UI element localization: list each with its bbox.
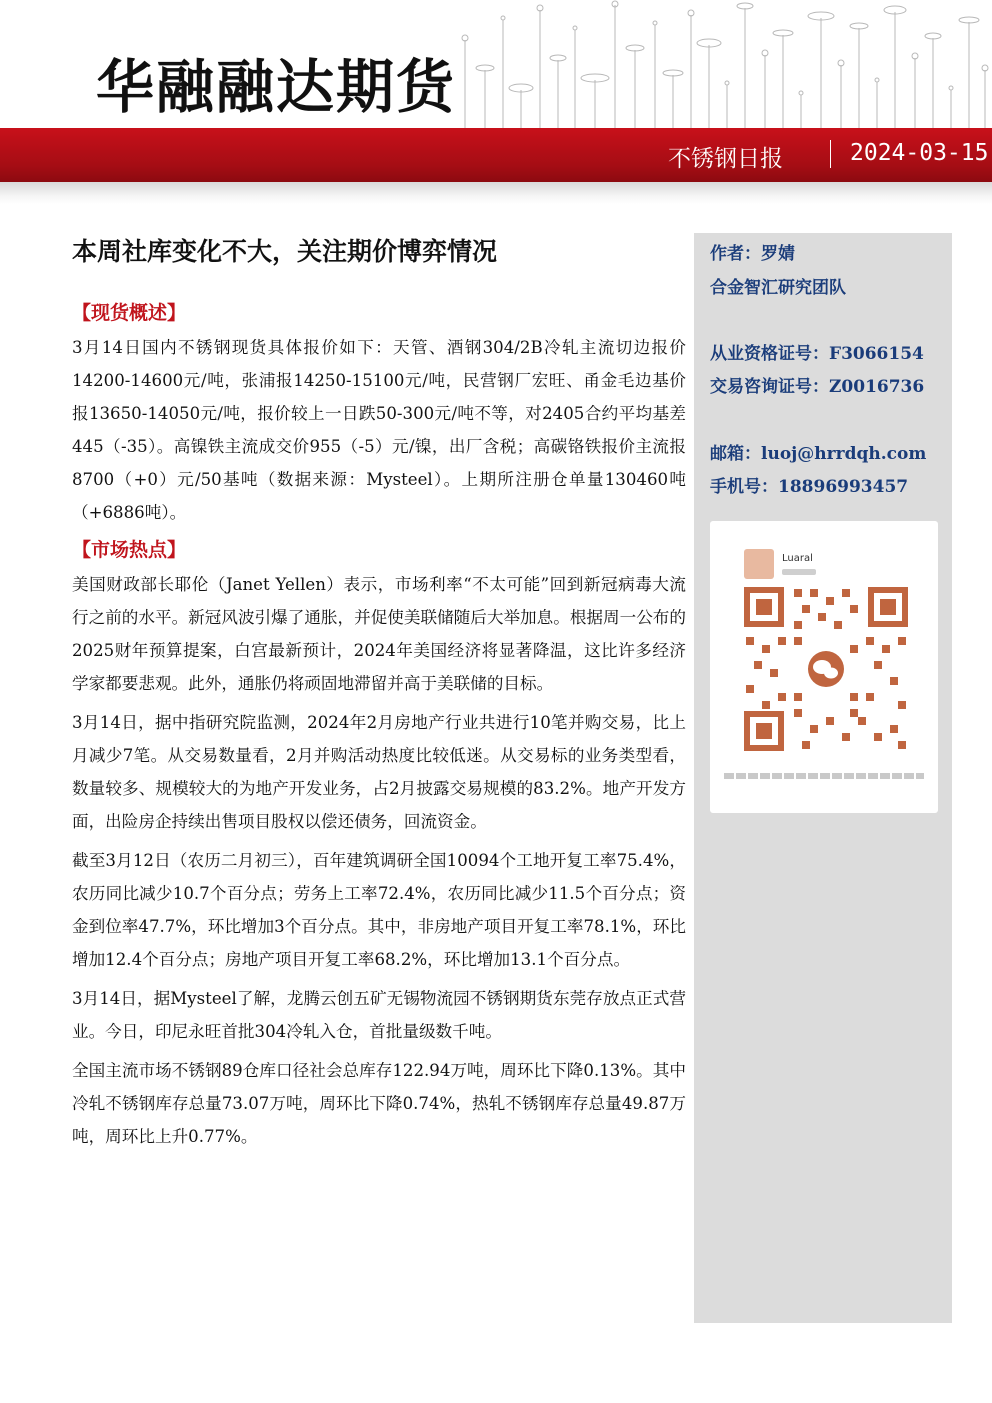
paragraph: 3月14日国内不锈钢现货具体报价如下：天管、酒钢304/2B冷轧主流切边报价14200-14600元/吨，张浦报14250-15100元/吨，民营钢厂宏旺、甬金毛边基价报13650-14050元/吨，报价较上一日跌50-300元/吨不等，对2405合约平均基差445（-35）。高镍铁主流成交价955（-5）元/镍，出厂含税；高碳铬铁报价主流报8700（+0）元/50基吨（数据来源：Mysteel）。上期所注册仓单量130460吨（+6886吨）。 [72, 338, 686, 522]
paragraph: 截至3月12日（农历二月初三），百年建筑调研全国10094个工地开复工率75.4%，农历同比减少10.7个百分点；劳务上工率72.4%，农历同比减少11.5个百分点；资金到位率47.7%，环比增加3个百分点。其中，非房地产项目开复工率78.1%，环比增加12.4个百分点；房地产项目开复工率68.2%，环比增加13.1个百分点。 [72, 851, 686, 969]
wechat-qr-card [710, 521, 938, 813]
header-decoration [455, 0, 992, 128]
paragraph: 全国主流市场不锈钢89仓库口径社会总库存122.94万吨，周环比下降0.13%。其中冷轧不锈钢库存总量73.07万吨，周环比下降0.74%，热轧不锈钢库存总量49.87万吨，周环比上升0.77%。 [72, 1061, 686, 1146]
research-team: 合金智汇研究团队 [710, 278, 846, 298]
report-type: 不锈钢日报 [668, 146, 783, 172]
header-band [0, 128, 992, 182]
qr-contact-name: Luaral [782, 553, 813, 564]
consulting-number: 交易咨询证号：Z0016736 [710, 377, 925, 397]
section-title-spot: 【现货概述】 [72, 302, 187, 324]
paragraph: 3月14日，据Mysteel了解，龙腾云创五矿无锡物流园不锈钢期货东莞存放点正式营业。今日，印尼永旺首批304冷轧入仓，首批量级数千吨。 [72, 989, 686, 1041]
header-shadow [0, 182, 992, 204]
report-date: 2024-03-15 [850, 140, 989, 166]
section-title-market: 【市场热点】 [72, 539, 187, 561]
qr-contact-subtitle [782, 569, 816, 575]
report-headline: 本周社库变化不大，关注期价博弈情况 [72, 237, 498, 266]
author-sidebar [694, 233, 952, 1323]
brand-logo-text: 华融融达期货 [96, 53, 457, 121]
phone: 手机号：18896993457 [710, 477, 909, 497]
author-name: 作者：罗婧 [710, 244, 795, 264]
paragraph: 3月14日，据中指研究院监测，2024年2月房地产行业共进行10笔并购交易，比上月减少7笔。从交易数量看，2月并购活动热度比较低迷。从交易标的业务类型看，数量较多、规模较大的为地产开发业务，占2月披露交易规模的83.2%。地产开发方面，出险房企持续出售项目股权以偿还债务，回流资金。 [72, 713, 686, 831]
header-separator [830, 140, 831, 168]
qr-caption [724, 773, 924, 779]
email[interactable]: 邮箱：luoj@hrrdqh.com [710, 444, 927, 464]
qualification-number: 从业资格证号：F3066154 [710, 344, 924, 364]
avatar [744, 549, 774, 579]
qr-code-image [744, 587, 908, 751]
paragraph: 美国财政部长耶伦（Janet Yellen）表示，市场利率“不太可能”回到新冠病毒大流行之前的水平。新冠风波引爆了通胀，并促使美联储随后大举加息。根据周一公布的2025财年预算提案，白宫最新预计，2024年美国经济将显著降温，这比许多经济学家都要悲观。此外，通胀仍将顽固地滞留并高于美联储的目标。 [72, 575, 686, 693]
main-content [72, 232, 686, 1159]
